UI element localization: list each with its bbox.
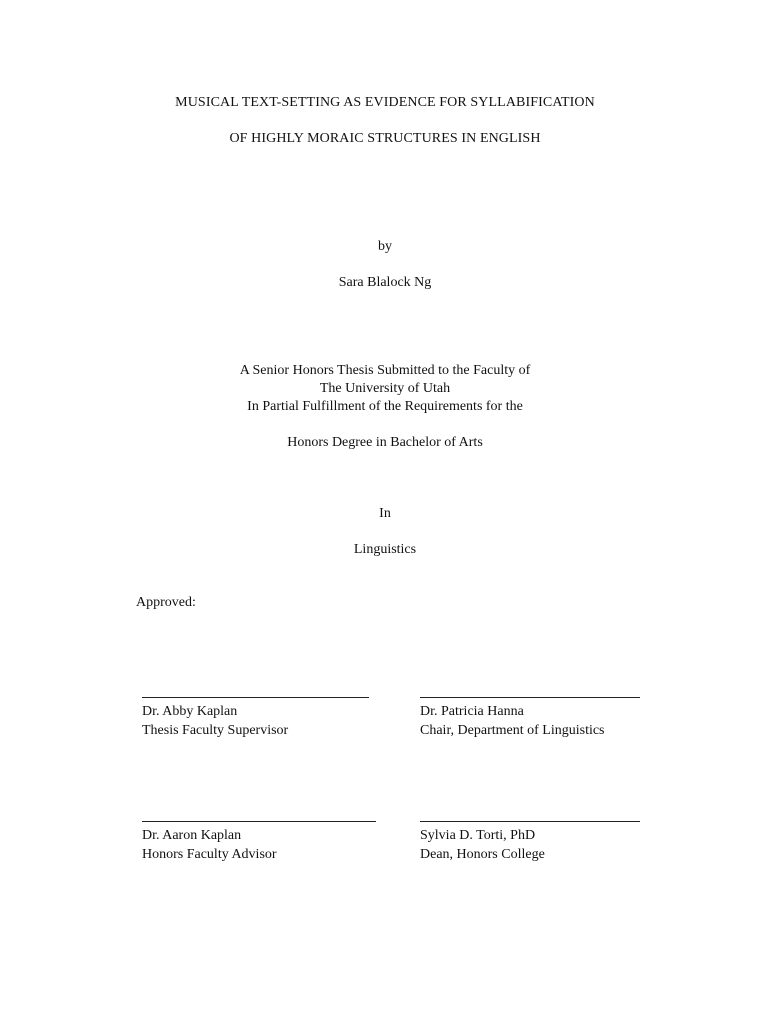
field-name: Linguistics xyxy=(353,542,417,557)
signatory-role: Honors Faculty Advisor xyxy=(142,847,277,862)
signature-block-dean xyxy=(420,821,640,864)
title-line-1: MUSICAL TEXT-SETTING AS EVIDENCE FOR SYLLABIFICATION xyxy=(175,95,595,110)
signatory-role: Dean, Honors College xyxy=(420,847,545,862)
signatory-role: Thesis Faculty Supervisor xyxy=(142,723,289,738)
title-line-2: OF HIGHLY MORAIC STRUCTURES IN ENGLISH xyxy=(229,131,541,146)
signatory-role: Chair, Department of Linguistics xyxy=(420,723,605,738)
author-name: Sara Blalock Ng xyxy=(338,275,432,290)
signature-block-advisor xyxy=(142,821,376,864)
by-label: by xyxy=(378,239,392,254)
degree-line: Honors Degree in Bachelor of Arts xyxy=(287,435,483,450)
signature-line xyxy=(420,821,640,822)
signature-line xyxy=(142,697,369,698)
signature-block-supervisor xyxy=(142,697,369,740)
in-label: In xyxy=(379,506,391,521)
signature-line xyxy=(420,697,640,698)
submission-line-1: A Senior Honors Thesis Submitted to the Faculty of xyxy=(239,363,531,378)
signatory-name: Dr. Patricia Hanna xyxy=(420,704,524,719)
signatory-name: Dr. Abby Kaplan xyxy=(142,704,238,719)
signatory-name: Dr. Aaron Kaplan xyxy=(142,828,242,843)
approved-label: Approved: xyxy=(136,595,196,610)
signature-line xyxy=(142,821,376,822)
signature-block-chair xyxy=(420,697,640,740)
signatory-name: Sylvia D. Torti, PhD xyxy=(420,828,536,843)
submission-line-2: The University of Utah xyxy=(319,381,451,396)
submission-line-3: In Partial Fulfillment of the Requirements for the xyxy=(247,399,523,414)
